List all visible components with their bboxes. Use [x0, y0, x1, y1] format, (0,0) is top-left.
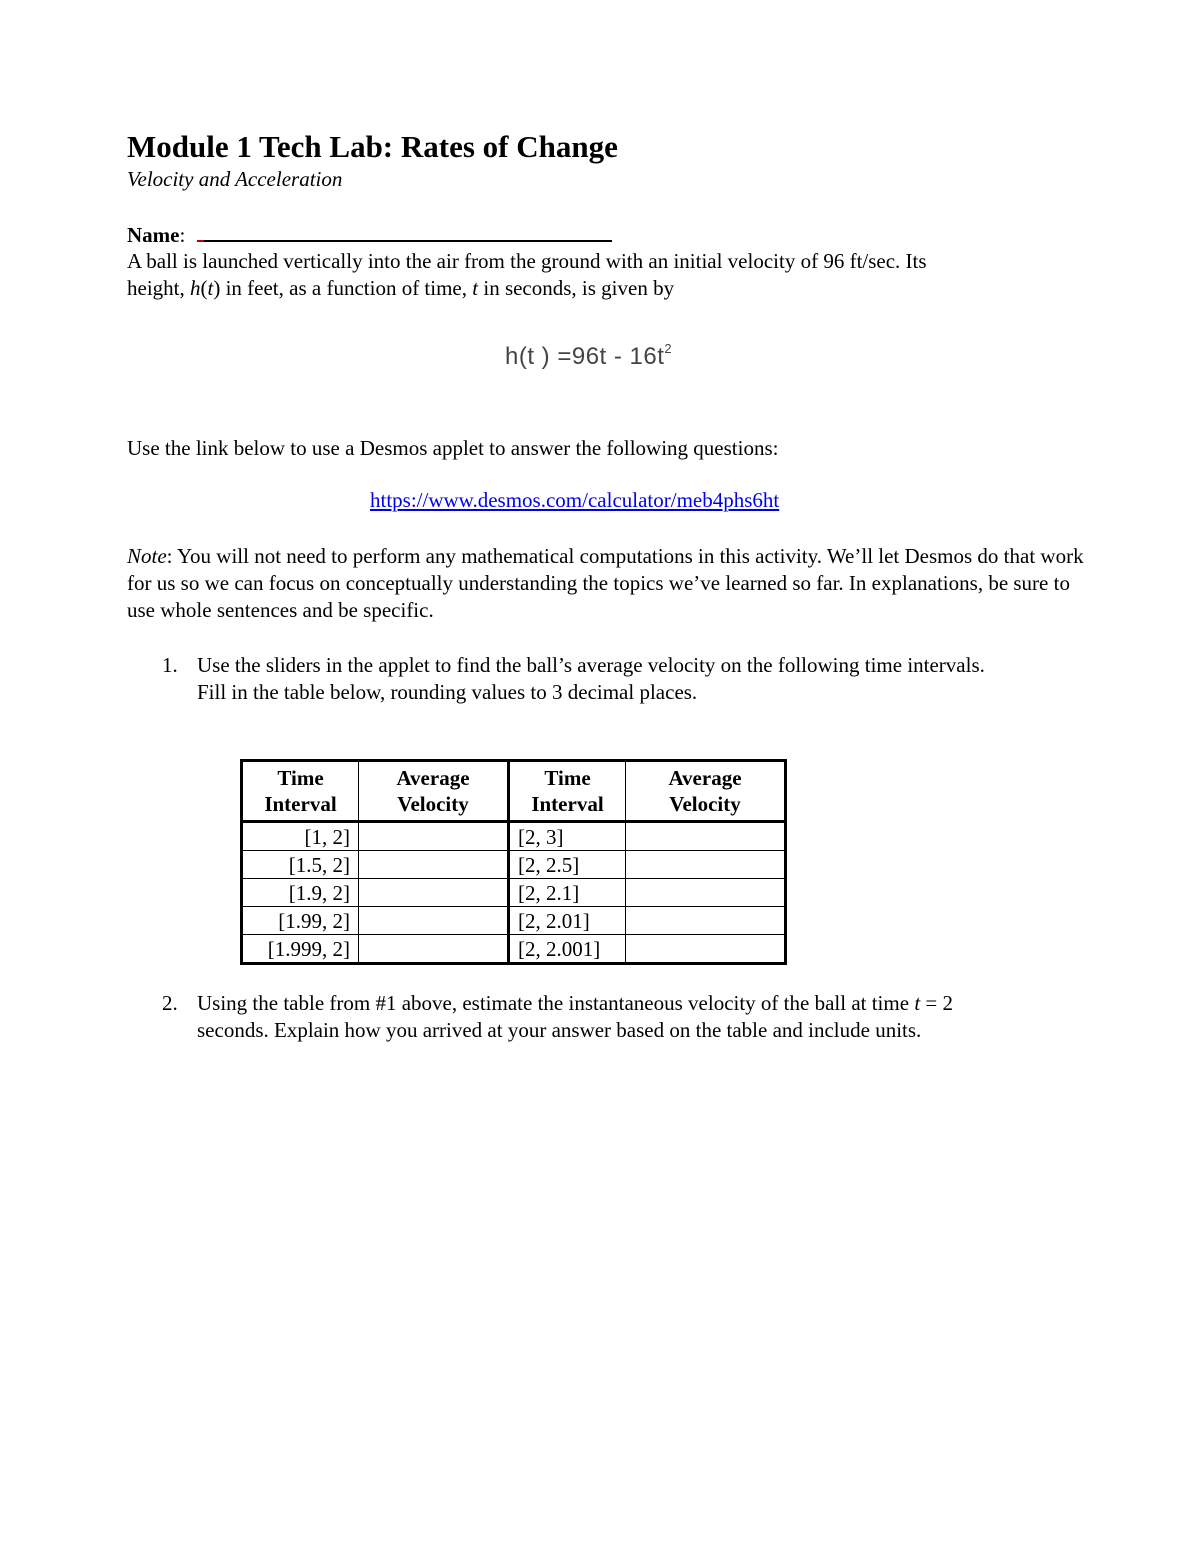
header-text: Time	[277, 766, 324, 790]
name-field[interactable]	[127, 222, 1077, 248]
note-paragraph	[127, 543, 1087, 624]
velocity-input-cell[interactable]	[359, 907, 509, 935]
interval-cell: [1.5, 2]	[242, 851, 359, 879]
question-2-text	[197, 990, 1017, 1044]
table-row	[242, 935, 786, 964]
header-time-interval-2	[509, 761, 626, 822]
desmos-link[interactable]: https://www.desmos.com/calculator/meb4phs6ht	[370, 488, 780, 512]
note-label: Note	[127, 544, 167, 568]
document-page	[127, 128, 1084, 1042]
name-cursor-mark	[197, 240, 204, 242]
question-1-text: Use the sliders in the applet to find the ball’s average velocity on the following time intervals. Fill in the table below, rounding values to 3 decimal places.	[197, 653, 985, 704]
velocity-input-cell[interactable]	[359, 822, 509, 851]
interval-cell: [2, 2.5]	[509, 851, 626, 879]
intro-line-2	[127, 275, 1077, 302]
question-1-number: 1.	[162, 653, 178, 677]
intro-t: t	[207, 276, 214, 300]
intro-line-1: A ball is launched vertically into the air from the ground with an initial velocity of 96 ft/sec. Its	[127, 249, 927, 273]
question-2-t: t	[914, 991, 921, 1015]
header-text: Interval	[264, 792, 337, 816]
header-avg-velocity-2	[626, 761, 786, 822]
velocity-input-cell[interactable]	[359, 935, 509, 964]
question-2-number: 2.	[162, 991, 178, 1015]
interval-cell: [2, 2.1]	[509, 879, 626, 907]
header-text: Velocity	[669, 792, 741, 816]
interval-cell: [1.99, 2]	[242, 907, 359, 935]
interval-cell: [1.9, 2]	[242, 879, 359, 907]
formula-exponent: 2	[664, 341, 673, 356]
header-avg-velocity-1	[359, 761, 509, 822]
table-row	[242, 879, 786, 907]
name-label: Name	[127, 223, 180, 247]
formula-text: h(t ) =96t - 16t	[505, 343, 665, 370]
question-2-text-a: Using the table from #1 above, estimate the instantaneous velocity of the ball at time	[197, 991, 915, 1015]
header-time-interval-1	[242, 761, 359, 822]
velocity-table	[240, 759, 787, 965]
table-row	[242, 851, 786, 879]
velocity-input-cell[interactable]	[626, 935, 786, 964]
instructions-text: Use the link below to use a Desmos applet to answer the following questions:	[127, 436, 779, 460]
interval-cell: [1.999, 2]	[242, 935, 359, 964]
velocity-input-cell[interactable]	[359, 851, 509, 879]
intro-text-a: height,	[127, 276, 190, 300]
table-header-row	[242, 761, 786, 822]
intro-t2: t	[472, 276, 479, 300]
header-text: Average	[396, 766, 470, 790]
intro-text-b: (	[200, 276, 208, 300]
velocity-input-cell[interactable]	[626, 907, 786, 935]
name-blank-line[interactable]	[197, 240, 612, 242]
name-colon: :	[179, 223, 186, 247]
header-text: Velocity	[397, 792, 469, 816]
intro-h: h	[190, 276, 201, 300]
interval-cell: [2, 2.001]	[509, 935, 626, 964]
interval-cell: [2, 3]	[509, 822, 626, 851]
intro-text-d: in seconds, is given by	[478, 276, 675, 300]
interval-cell: [1, 2]	[242, 822, 359, 851]
height-formula	[505, 341, 672, 371]
header-text: Time	[544, 766, 591, 790]
note-text: : You will not need to perform any mathematical computations in this activity. We’ll let Desmos do that work for us so we can focus on conceptually understanding the topics we’ve learned so far. In explanations, be sure to use whole sentences and be specific.	[127, 544, 1084, 622]
page-title: Module 1 Tech Lab: Rates of Change	[127, 129, 618, 164]
intro-text-c: ) in feet, as a function of time,	[213, 276, 473, 300]
header-text: Average	[668, 766, 742, 790]
table-row	[242, 822, 786, 851]
interval-cell: [2, 2.01]	[509, 907, 626, 935]
velocity-input-cell[interactable]	[626, 879, 786, 907]
page-subtitle: Velocity and Acceleration	[127, 167, 343, 191]
velocity-input-cell[interactable]	[359, 879, 509, 907]
velocity-input-cell[interactable]	[626, 851, 786, 879]
table-row	[242, 907, 786, 935]
velocity-input-cell[interactable]	[626, 822, 786, 851]
header-text: Interval	[531, 792, 604, 816]
question-2-text-b: = 2 seconds. Explain how you arrived at your answer based on the table and include units.	[197, 991, 953, 1042]
